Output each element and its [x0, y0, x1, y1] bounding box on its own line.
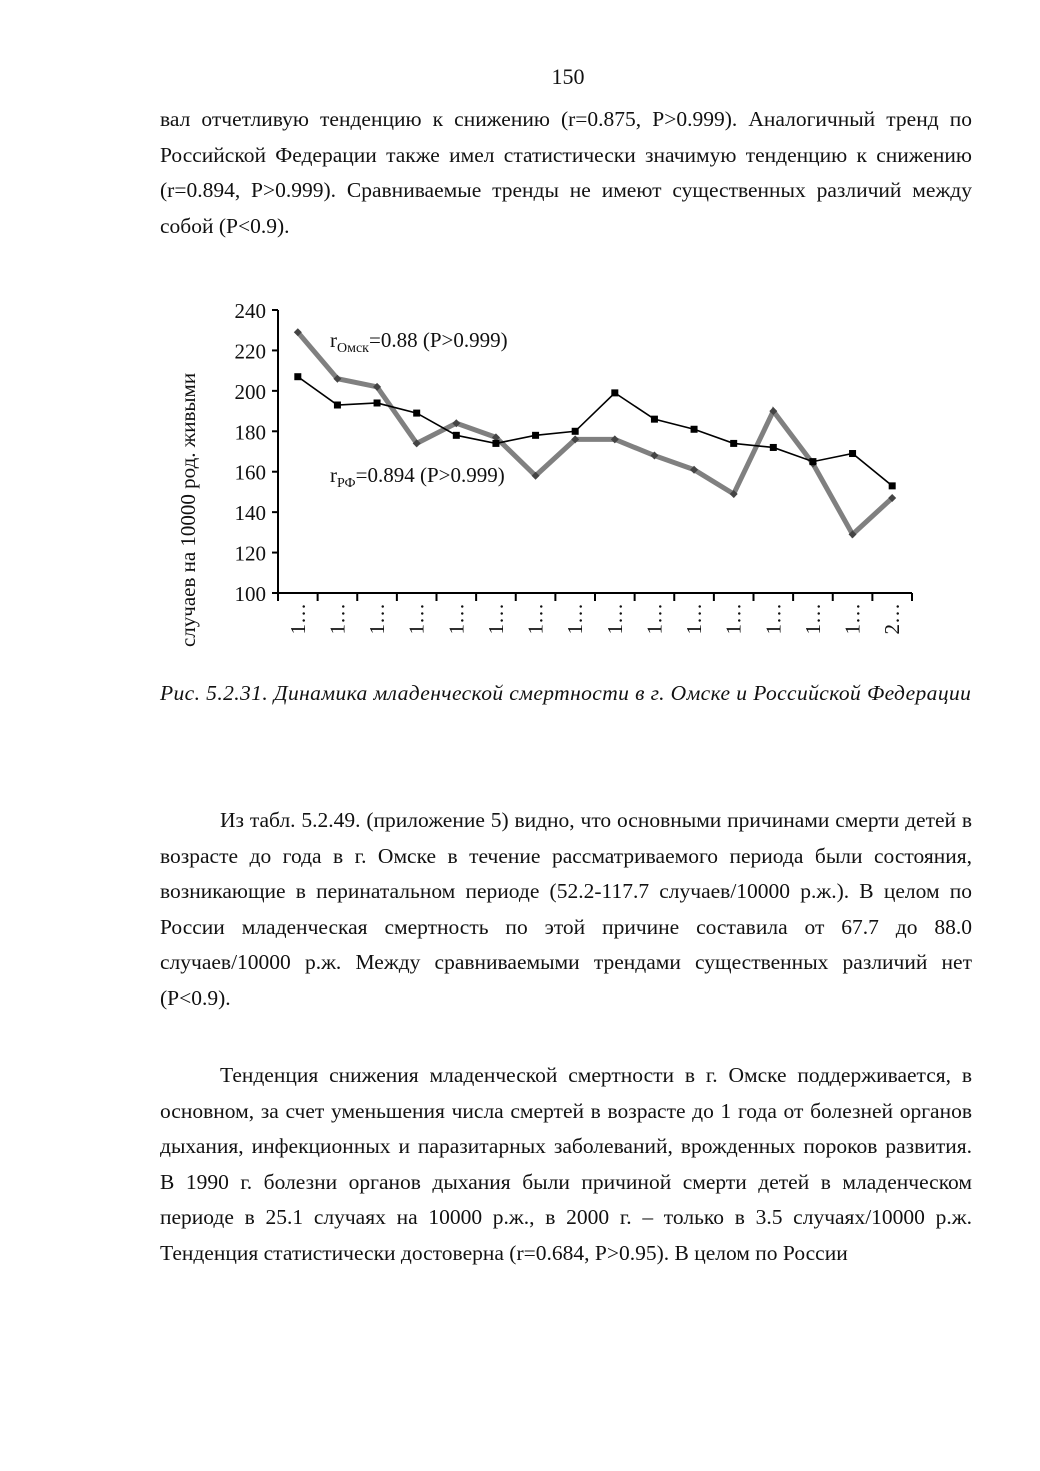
x-tick-label: 1… [365, 603, 390, 635]
y-tick-label: 240 [234, 299, 266, 323]
x-tick-label: 2… [880, 603, 905, 635]
annotations [330, 328, 508, 491]
x-tick-label: 1… [840, 603, 865, 635]
series-point-1 [374, 399, 381, 406]
series-line-0 [298, 332, 892, 534]
series-lines [294, 328, 896, 538]
x-tick-label: 1… [761, 603, 786, 635]
series-point-1 [770, 444, 777, 451]
x-tick-label: 1… [404, 603, 429, 635]
x-tick-label: 1… [444, 603, 469, 635]
series-point-1 [730, 440, 737, 447]
y-tick-label: 140 [234, 501, 266, 526]
x-axis [278, 593, 912, 635]
series-point-1 [334, 402, 341, 409]
x-tick-label: 1… [602, 603, 627, 635]
series-point-1 [611, 389, 618, 396]
x-tick-label: 1… [800, 603, 825, 635]
line-chart [170, 290, 930, 660]
paragraph-3: Тенденция снижения младенческой смертности в г. Омске поддерживается, в основном, за счет уменьшения числа смертей в возрасте до 1 года от болезней органов дыхания, инфекционных и паразитарных заболеваний, врожденных пороков развития. В 1990 г. болезни органов дыхания были причиной смерти детей в младенческом периоде в 25.1 случаях на 10000 р.ж., в 2000 г. – только в 3.5 случаях/10000 р.ж. Тенденция статистически достоверна (r=0.684, P>0.95). В целом по России [160, 1063, 972, 1265]
series-point-1 [809, 458, 816, 465]
x-tick-label: 1… [483, 603, 508, 635]
series-point-1 [651, 416, 658, 423]
series-point-1 [532, 432, 539, 439]
x-tick-label: 1… [642, 603, 667, 635]
figure-caption: Рис. 5.2.31. Динамика младенческой смертности в г. Омске и Российской Федерации [160, 681, 972, 705]
y-axis-label: случаев на 10000 род. живыми [176, 372, 200, 648]
y-tick-label: 220 [234, 339, 266, 364]
series-point-1 [572, 428, 579, 435]
y-tick-label: 180 [234, 420, 266, 445]
series-point-1 [294, 373, 301, 380]
x-tick-label: 1… [682, 603, 707, 635]
paragraph-1: вал отчетливую тенденцию к снижению (r=0.875, P>0.999). Аналогичный тренд по Российской Федерации также имел статистически значимую тенденцию к снижению (r=0.894, P>0.999). Сравниваемые тренды не имеют существенных различий между собой (P<0.9). [160, 107, 972, 238]
page-number: 150 [551, 64, 585, 89]
paragraph-2: Из табл. 5.2.49. (приложение 5) видно, что основными причинами смерти детей в возрасте до года в г. Омске в течение рассматриваемого периода были состояния, возникающие в перинатальном периоде (52.2-117.7 случаев/10000 р.ж.). В целом по России младенческая смертность по этой причине составила от 67.7 до 88.0 случаев/10000 р.ж. Между сравниваемыми трендами существенных различий нет (P<0.9). [160, 808, 972, 1010]
x-tick-label: 1… [285, 603, 310, 635]
annotation-1: $r_{РФ}=0.894$ (P>0.999) [330, 463, 505, 491]
y-tick-label: 120 [234, 541, 266, 566]
series-point-1 [849, 450, 856, 457]
series-point-1 [889, 482, 896, 489]
y-tick-label: 160 [234, 460, 266, 485]
y-axis [235, 299, 279, 606]
x-tick-label: 1… [523, 603, 548, 635]
x-tick-label: 1… [563, 603, 588, 635]
x-tick-label: 1… [721, 603, 746, 635]
series-point-1 [413, 410, 420, 417]
y-tick-label: 100 [234, 582, 266, 606]
series-point-1 [691, 426, 698, 433]
y-tick-label: 200 [234, 379, 266, 404]
series-point-1 [492, 440, 499, 447]
series-point-1 [453, 432, 460, 439]
x-tick-label: 1… [325, 603, 350, 635]
annotation-0: $r_{Омск}=0.88$ (P>0.999) [330, 328, 508, 356]
